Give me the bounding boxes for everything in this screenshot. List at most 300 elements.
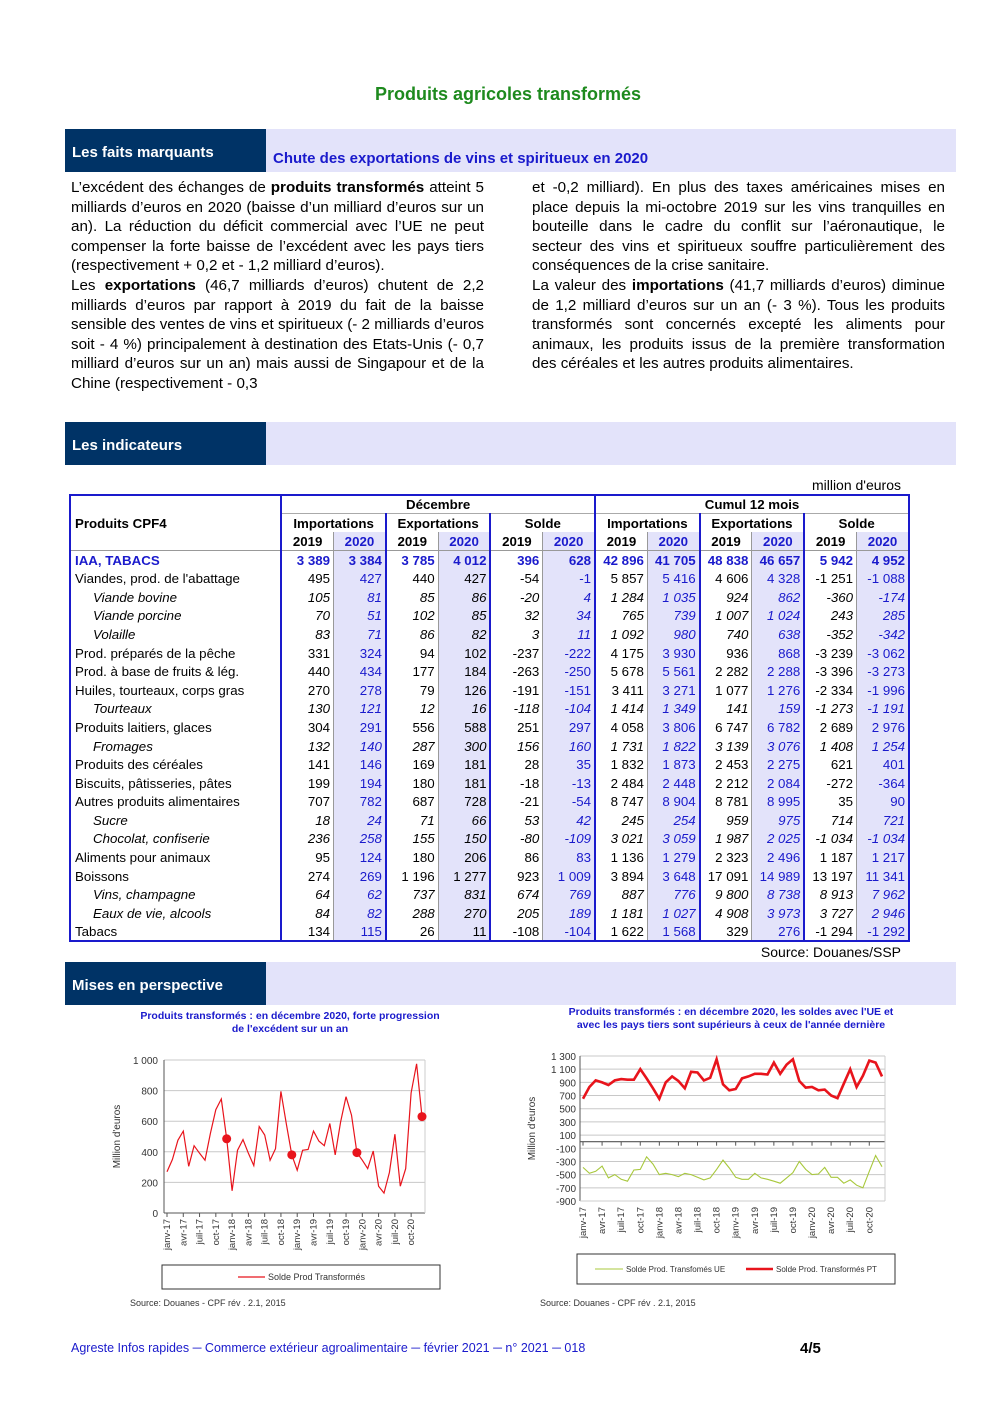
table-cell: 2 946: [857, 904, 909, 923]
row-label: Produits des céréales: [75, 757, 203, 773]
table-row: [70, 588, 909, 607]
table-cell: 4 012: [438, 551, 490, 570]
table-cell: 300: [438, 737, 490, 756]
year-header: 2020: [647, 532, 699, 551]
table-cell: 180: [386, 774, 438, 793]
table-cell: 975: [752, 811, 804, 830]
year-header: 2019: [595, 532, 647, 551]
table-cell: 199: [281, 774, 333, 793]
table-cell: 41 705: [647, 551, 699, 570]
svg-text:100: 100: [559, 1131, 576, 1143]
table-cell: -21: [490, 793, 542, 812]
table-cell: 5 857: [595, 569, 647, 588]
row-label: Eaux de vie, alcools: [93, 905, 212, 921]
svg-text:avr-20: avr-20: [826, 1207, 838, 1234]
table-cell: 86: [438, 588, 490, 607]
table-cell: 64: [281, 885, 333, 904]
table-cell: 3 785: [386, 551, 438, 570]
table-cell: -118: [490, 700, 542, 719]
svg-text:200: 200: [141, 1178, 158, 1190]
row-label: Prod. à base de fruits & lég.: [75, 664, 240, 680]
table-cell: 304: [281, 718, 333, 737]
table-cell: 102: [438, 644, 490, 663]
table-cell: 82: [438, 625, 490, 644]
table-cell: 254: [647, 811, 699, 830]
table-cell: 2 275: [752, 755, 804, 774]
table-cell: 24: [334, 811, 386, 830]
subheader-importations: Importations: [595, 514, 700, 533]
svg-text:1 300: 1 300: [550, 1052, 576, 1063]
table-cell: 8 738: [752, 885, 804, 904]
row-label: Viande bovine: [93, 589, 178, 605]
table-cell: -1 996: [857, 681, 909, 700]
table-cell: 70: [281, 607, 333, 626]
table-cell: 3 384: [334, 551, 386, 570]
table-cell: 42 896: [595, 551, 647, 570]
row-label: IAA, TABACS: [75, 552, 160, 568]
table-cell: 159: [752, 700, 804, 719]
svg-text:-300: -300: [555, 1157, 576, 1169]
table-cell: 79: [386, 681, 438, 700]
svg-text:janv-18: janv-18: [227, 1219, 239, 1251]
table-cell: 1 136: [595, 848, 647, 867]
table-cell: 35: [543, 755, 595, 774]
table-cell: 862: [752, 588, 804, 607]
table-cell: 14 989: [752, 867, 804, 886]
table-cell: 3 271: [647, 681, 699, 700]
table-cell: -3 273: [857, 662, 909, 681]
svg-text:juil-20: juil-20: [845, 1207, 857, 1233]
indicators-table: [69, 494, 910, 942]
table-row: [70, 793, 909, 812]
table-cell: 674: [490, 885, 542, 904]
svg-text:1 000: 1 000: [132, 1056, 158, 1067]
table-cell: 189: [543, 904, 595, 923]
svg-text:Solde Prod. Transformés PT: Solde Prod. Transformés PT: [776, 1265, 877, 1274]
table-cell: 11 341: [857, 867, 909, 886]
svg-text:0: 0: [152, 1209, 158, 1220]
year-header: 2020: [438, 532, 490, 551]
table-cell: 782: [334, 793, 386, 812]
year-header: 2020: [857, 532, 909, 551]
chart1-line-chart: [100, 1040, 450, 1295]
table-cell: 274: [281, 867, 333, 886]
table-cell: -1 294: [804, 923, 856, 942]
table-cell: 288: [386, 904, 438, 923]
table-cell: 728: [438, 793, 490, 812]
table-cell: 83: [281, 625, 333, 644]
svg-text:janv-20: janv-20: [807, 1207, 819, 1239]
table-cell: 8 913: [804, 885, 856, 904]
table-cell: 8 904: [647, 793, 699, 812]
table-cell: 5 942: [804, 551, 856, 570]
table-row: [70, 607, 909, 626]
table-row: [70, 885, 909, 904]
year-header: 2019: [490, 532, 542, 551]
table-cell: 291: [334, 718, 386, 737]
table-cell: 270: [281, 681, 333, 700]
table-body: [70, 551, 909, 941]
table-cell: 86: [386, 625, 438, 644]
group-header-decembre: Décembre: [281, 495, 595, 514]
svg-text:oct-17: oct-17: [210, 1219, 222, 1246]
svg-text:juil-19: juil-19: [768, 1207, 780, 1233]
table-cell: 278: [334, 681, 386, 700]
table-cell: 287: [386, 737, 438, 756]
row-label: Vins, champagne: [93, 887, 196, 903]
table-cell: 258: [334, 830, 386, 849]
table-cell: 1 414: [595, 700, 647, 719]
table-cell: 5 416: [647, 569, 699, 588]
table-row: [70, 662, 909, 681]
table-cell: 1 873: [647, 755, 699, 774]
table-row: [70, 644, 909, 663]
table-cell: 329: [700, 923, 752, 942]
table-cell: 2 212: [700, 774, 752, 793]
table-cell: 769: [543, 885, 595, 904]
table-cell: 269: [334, 867, 386, 886]
svg-text:avr-19: avr-19: [308, 1219, 320, 1246]
table-cell: 42: [543, 811, 595, 830]
table-cell: 3 021: [595, 830, 647, 849]
table-row: [70, 718, 909, 737]
table-cell: 3 973: [752, 904, 804, 923]
table-cell: 82: [334, 904, 386, 923]
table-cell: 132: [281, 737, 333, 756]
svg-text:-100: -100: [555, 1144, 576, 1156]
table-cell: 13 197: [804, 867, 856, 886]
table-cell: -108: [490, 923, 542, 942]
table-cell: 180: [386, 848, 438, 867]
table-cell: 1 254: [857, 737, 909, 756]
table-cell: 3 727: [804, 904, 856, 923]
table-cell: 130: [281, 700, 333, 719]
table-cell: 8 747: [595, 793, 647, 812]
svg-text:Million d'euros: Million d'euros: [112, 1104, 123, 1169]
table-cell: -1 088: [857, 569, 909, 588]
table-cell: -1 034: [857, 830, 909, 849]
table-cell: 2 323: [700, 848, 752, 867]
table-cell: 427: [334, 569, 386, 588]
table-cell: -250: [543, 662, 595, 681]
table-cell: 401: [857, 755, 909, 774]
table-cell: 155: [386, 830, 438, 849]
table-cell: 2 496: [752, 848, 804, 867]
table-cell: 276: [752, 923, 804, 942]
svg-text:700: 700: [559, 1091, 576, 1103]
table-cell: 35: [804, 793, 856, 812]
svg-text:Solde Prod. Transfomés UE: Solde Prod. Transfomés UE: [626, 1265, 726, 1274]
table-cell: 1 024: [752, 607, 804, 626]
table-cell: 3 894: [595, 867, 647, 886]
table-cell: 2 453: [700, 755, 752, 774]
table-cell: -342: [857, 625, 909, 644]
subheader-solde: Solde: [490, 514, 595, 533]
svg-text:Solde Prod Transformés: Solde Prod Transformés: [268, 1272, 366, 1282]
table-cell: 194: [334, 774, 386, 793]
table-cell: 11: [543, 625, 595, 644]
table-row: [70, 681, 909, 700]
table-cell: 90: [857, 793, 909, 812]
svg-text:600: 600: [141, 1117, 158, 1129]
table-cell: 62: [334, 885, 386, 904]
table-cell: 9 800: [700, 885, 752, 904]
table-row: [70, 811, 909, 830]
table-cell: 628: [543, 551, 595, 570]
table-cell: 102: [386, 607, 438, 626]
row-label: Chocolat, confiserie: [93, 831, 210, 847]
svg-text:avr-18: avr-18: [243, 1219, 255, 1246]
table-row: [70, 867, 909, 886]
table-cell: 134: [281, 923, 333, 942]
table-cell: 3: [490, 625, 542, 644]
svg-text:500: 500: [559, 1104, 576, 1116]
table-cell: 2 484: [595, 774, 647, 793]
year-header: 2020: [752, 532, 804, 551]
table-cell: -109: [543, 830, 595, 849]
table-cell: 184: [438, 662, 490, 681]
table-cell: 714: [804, 811, 856, 830]
table-cell: 94: [386, 644, 438, 663]
row-label: Fromages: [93, 738, 153, 754]
svg-text:400: 400: [141, 1147, 158, 1159]
table-cell: 4 952: [857, 551, 909, 570]
table-cell: 3 059: [647, 830, 699, 849]
table-row: [70, 848, 909, 867]
row-label: Viande porcine: [93, 608, 182, 624]
section-label: Mises en perspective: [65, 962, 266, 1005]
table-cell: 66: [438, 811, 490, 830]
table-cell: 2 084: [752, 774, 804, 793]
table-cell: 396: [490, 551, 542, 570]
table-cell: 887: [595, 885, 647, 904]
row-label: Boissons: [75, 868, 129, 884]
table-cell: 150: [438, 830, 490, 849]
table-cell: 156: [490, 737, 542, 756]
table-cell: 776: [647, 885, 699, 904]
paragraph: et -0,2 milliard). En plus des taxes américaines mises en place depuis la mi-octobre 2019 sur les vins tranquilles en bouteille dans le cadre du conflit sur l’aéronautique, le secteur des vins et spiritueux souffre particulièrement des conséquences de la crise sanitaire.: [532, 179, 945, 275]
table-cell: 2 282: [700, 662, 752, 681]
table-cell: 2 689: [804, 718, 856, 737]
chart1-title: Produits transformés : en décembre 2020, forte progression de l'excédent sur un an: [140, 1010, 440, 1035]
row-label: Huiles, tourteaux, corps gras: [75, 682, 245, 698]
table-cell: -1 251: [804, 569, 856, 588]
table-cell: 146: [334, 755, 386, 774]
table-cell: 48 838: [700, 551, 752, 570]
table-cell: 1 568: [647, 923, 699, 942]
table-cell: 1 187: [804, 848, 856, 867]
table-cell: 3 930: [647, 644, 699, 663]
row-label: Tabacs: [75, 923, 118, 939]
table-cell: -54: [543, 793, 595, 812]
table-cell: 2 288: [752, 662, 804, 681]
table-cell: -3 239: [804, 644, 856, 663]
table-cell: 1 196: [386, 867, 438, 886]
table-cell: 331: [281, 644, 333, 663]
table-cell: 980: [647, 625, 699, 644]
row-label: Produits laitiers, glaces: [75, 719, 212, 735]
row-label: Prod. préparés de la pêche: [75, 645, 236, 661]
svg-text:juil-17: juil-17: [194, 1219, 206, 1245]
table-cell: 26: [386, 923, 438, 942]
table-row: [70, 737, 909, 756]
table-cell: 4 328: [752, 569, 804, 588]
year-header: 2020: [334, 532, 386, 551]
table-cell: 621: [804, 755, 856, 774]
table-cell: 115: [334, 923, 386, 942]
table-row: [70, 774, 909, 793]
svg-text:oct-20: oct-20: [864, 1207, 876, 1234]
table-cell: 6 782: [752, 718, 804, 737]
table-cell: 5 678: [595, 662, 647, 681]
table-cell: 427: [438, 569, 490, 588]
subheader-solde: Solde: [804, 514, 909, 533]
table-cell: -80: [490, 830, 542, 849]
table-cell: 1 731: [595, 737, 647, 756]
table-cell: -104: [543, 700, 595, 719]
svg-text:-500: -500: [555, 1170, 576, 1182]
table-cell: -191: [490, 681, 542, 700]
table-cell: 141: [281, 755, 333, 774]
year-header: 2019: [386, 532, 438, 551]
paragraph: La valeur des importations (41,7 milliards d’euros) diminue de 1,2 milliard d’euros sur un an (- 3 %). Tous les produits transformés sont concernés excepté les aliments pour animaux, les produits issus de la première transformation des céréales et les autres produits alimentaires.: [532, 276, 945, 373]
table-cell: -222: [543, 644, 595, 663]
row-label: Aliments pour animaux: [75, 850, 211, 866]
svg-text:oct-18: oct-18: [711, 1207, 723, 1234]
svg-text:janv-19: janv-19: [730, 1207, 742, 1239]
table-cell: -54: [490, 569, 542, 588]
table-cell: -1 034: [804, 830, 856, 849]
table-row: [70, 830, 909, 849]
table-cell: 1 622: [595, 923, 647, 942]
table-row: [70, 625, 909, 644]
table-cell: 1 007: [700, 607, 752, 626]
table-cell: 1 832: [595, 755, 647, 774]
table-cell: 6 747: [700, 718, 752, 737]
table-cell: 46 657: [752, 551, 804, 570]
unit-label: million d'euros: [811, 477, 901, 493]
table-cell: 85: [438, 607, 490, 626]
table-cell: -174: [857, 588, 909, 607]
table-cell: 85: [386, 588, 438, 607]
table-cell: 868: [752, 644, 804, 663]
table-cell: 924: [700, 588, 752, 607]
section-label: Les indicateurs: [65, 422, 266, 465]
table-row: [70, 923, 909, 942]
row-label: Volaille: [93, 626, 136, 642]
table-cell: -13: [543, 774, 595, 793]
svg-text:juil-20: juil-20: [389, 1219, 401, 1245]
table-cell: -2 334: [804, 681, 856, 700]
svg-text:-700: -700: [555, 1183, 576, 1195]
table-cell: 737: [386, 885, 438, 904]
table-cell: 4: [543, 588, 595, 607]
table-cell: 177: [386, 662, 438, 681]
perspective-header: [65, 962, 956, 1005]
table-cell: 206: [438, 848, 490, 867]
table-cell: 740: [700, 625, 752, 644]
svg-text:-900: -900: [555, 1197, 576, 1208]
chart2-title: Produits transformés : en décembre 2020, les soldes avec l'UE et avec les pays tiers sont supérieurs à ceux de l'année dernière: [568, 1006, 894, 1031]
table-cell: 181: [438, 774, 490, 793]
page-number: 4/5: [800, 1340, 821, 1357]
table-cell: 1 035: [647, 588, 699, 607]
table-cell: 831: [438, 885, 490, 904]
svg-text:avr-20: avr-20: [373, 1219, 385, 1246]
paragraph: Les exportations (46,7 milliards d’euros) chutent de 2,2 milliards d’euros par rapport à 2019 du fait de la baisse sensible des ventes de vins et spiritueux (- 2 milliards d’euros soit - 4 %) principalement à destination des Etats-Unis (- 0,7 milliard d’euros sur un an) mais aussi de Singapour et de la Chine (respectivement - 0,3: [71, 276, 484, 392]
table-cell: 3 411: [595, 681, 647, 700]
group-header-cumul: Cumul 12 mois: [595, 495, 909, 514]
table-cell: 5 561: [647, 662, 699, 681]
chart1-source: Source: Douanes - CPF rév . 2.1, 2015: [130, 1298, 286, 1308]
svg-text:Million d'euros: Million d'euros: [527, 1096, 538, 1161]
table-cell: 1 092: [595, 625, 647, 644]
table-cell: 3 389: [281, 551, 333, 570]
table-cell: 236: [281, 830, 333, 849]
table-cell: 440: [281, 662, 333, 681]
svg-text:900: 900: [559, 1078, 576, 1090]
table-cell: 4 058: [595, 718, 647, 737]
table-cell: -364: [857, 774, 909, 793]
table-cell: 959: [700, 811, 752, 830]
section-subtitle: Chute des exportations de vins et spiritueux en 2020: [273, 150, 649, 167]
table-cell: 4 175: [595, 644, 647, 663]
table-cell: 8 995: [752, 793, 804, 812]
table-cell: 3 076: [752, 737, 804, 756]
svg-text:janv-19: janv-19: [292, 1219, 304, 1251]
svg-text:janv-18: janv-18: [654, 1207, 666, 1239]
table-cell: 84: [281, 904, 333, 923]
table-cell: 169: [386, 755, 438, 774]
svg-text:avr-17: avr-17: [597, 1207, 609, 1234]
paragraph: L’excédent des échanges de produits transformés atteint 5 milliards d’euros en 2020 (baisse d’un milliard d’euros sur un an). La réduction du déficit commercial avec l’UE ne peut compenser la forte baisse de l’excédent avec les pays tiers (respectivement + 0,2 et - 1,2 milliard d’euros).: [71, 179, 485, 275]
row-label: Sucre: [93, 812, 128, 828]
table-cell: 83: [543, 848, 595, 867]
svg-text:oct-17: oct-17: [635, 1207, 647, 1234]
chart2-source: Source: Douanes - CPF rév . 2.1, 2015: [540, 1298, 696, 1308]
table-cell: 141: [700, 700, 752, 719]
faits-right-column: [532, 178, 945, 374]
table-cell: 34: [543, 607, 595, 626]
section-label: Les faits marquants: [65, 129, 266, 172]
table-cell: 12: [386, 700, 438, 719]
year-header: 2019: [700, 532, 752, 551]
table-cell: -352: [804, 625, 856, 644]
table-cell: 3 806: [647, 718, 699, 737]
table-cell: -263: [490, 662, 542, 681]
table-cell: 105: [281, 588, 333, 607]
table-cell: 556: [386, 718, 438, 737]
svg-text:janv-17: janv-17: [578, 1207, 589, 1239]
table-cell: 16: [438, 700, 490, 719]
table-cell: 270: [438, 904, 490, 923]
svg-text:juil-17: juil-17: [616, 1207, 628, 1233]
table-cell: 1 027: [647, 904, 699, 923]
table-cell: 243: [804, 607, 856, 626]
table-cell: 1 822: [647, 737, 699, 756]
table-cell: 923: [490, 867, 542, 886]
table-cell: 11: [438, 923, 490, 942]
svg-text:juil-18: juil-18: [259, 1219, 271, 1245]
svg-text:avr-19: avr-19: [749, 1207, 761, 1234]
table-cell: 245: [595, 811, 647, 830]
svg-text:oct-18: oct-18: [275, 1219, 287, 1246]
table-row: [70, 700, 909, 719]
table-cell: 440: [386, 569, 438, 588]
table-cell: -237: [490, 644, 542, 663]
table-cell: 51: [334, 607, 386, 626]
table-cell: 2 448: [647, 774, 699, 793]
